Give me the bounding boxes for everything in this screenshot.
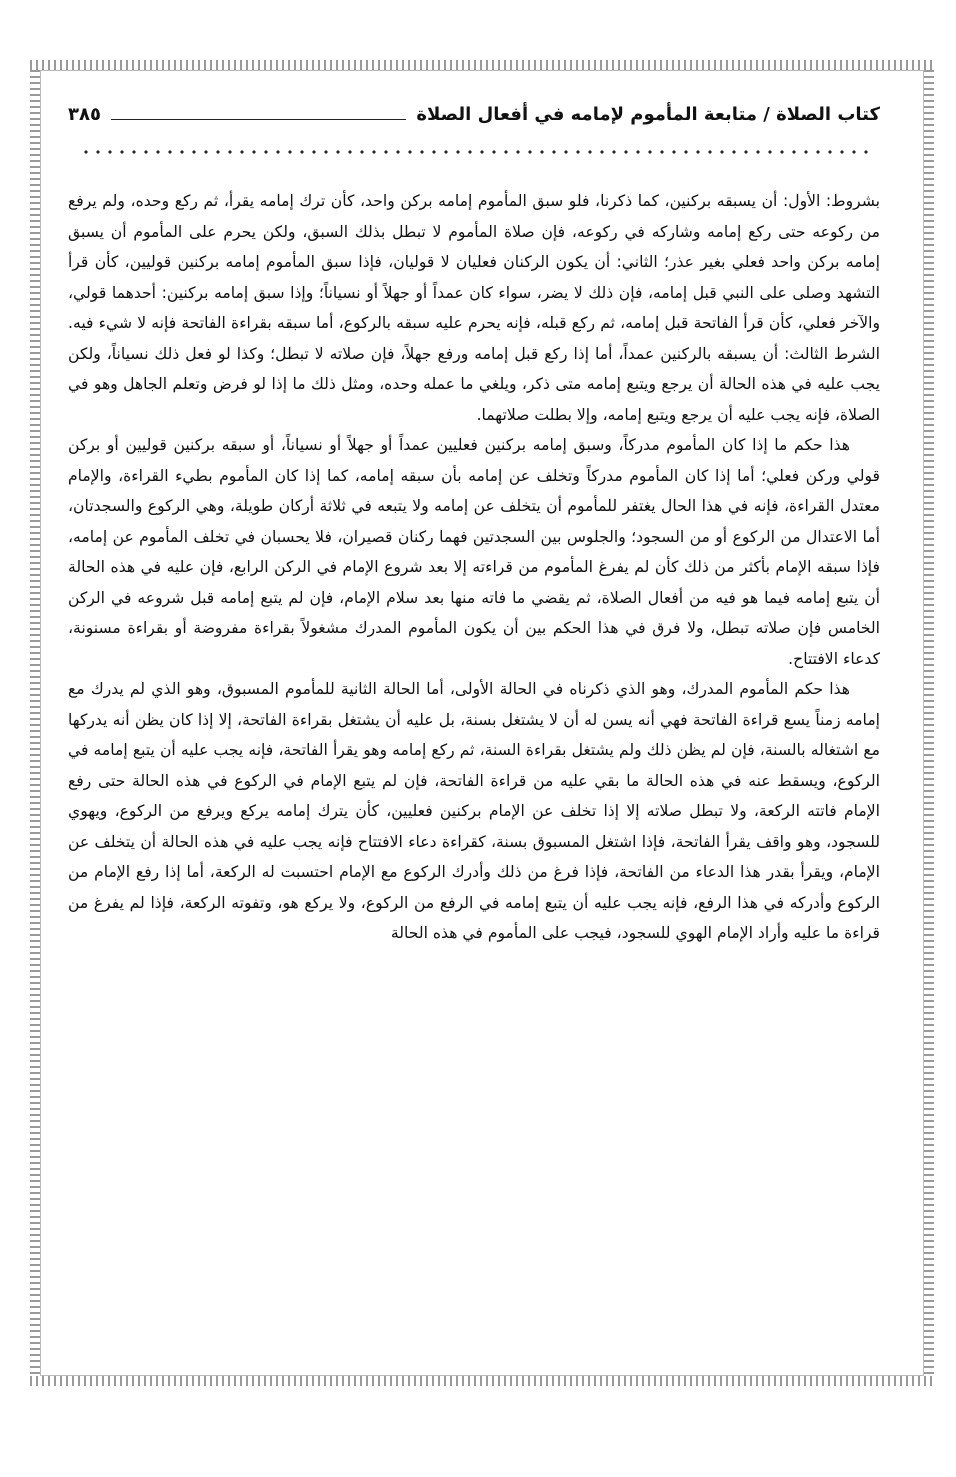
dotted-separator <box>80 148 870 156</box>
running-header <box>68 104 880 138</box>
paragraph: هذا حكم المأموم المدرك، وهو الذي ذكرناه في الحالة الأولى، أما الحالة الثانية للمأموم المسبوق، وهو الذي لم يدرك مع إمامه زمناً يسع قراءة الفاتحة فهي أنه يسن له أن لا يشتغل بسنة، بل عليه أن يشتغل بقراءة الفاتحة، إلا إذا كان يظن أنه يدركها مع اشتغاله بالسنة، فإن لم يظن ذلك ولم يشتغل بقراءة السنة، ثم ركع إمامه وهو يقرأ الفاتحة، فإنه يجب عليه أن يتبع إمامه في الركوع، ويسقط عنه في هذه الحالة ما بقي عليه من قراءة الفاتحة، فإن لم يتبع الإمام في الركوع في هذه الحالة حتى رفع الإمام فاتته الركعة، ولا تبطل صلاته إلا إذا تخلف عن الإمام بركنين فعليين، كأن يترك إمامه يركع ويرفع من الركوع، ويهوي للسجود، وهو واقف يقرأ الفاتحة، فإذا اشتغل المسبوق بسنة، كقراءة دعاء الافتتاح فإنه يجب عليه في هذه الحالة أن يتخلف عن الإمام، ويقرأ بقدر هذا الدعاء من الفاتحة، فإذا فرغ من ذلك وأدرك الركوع مع الإمام احتسبت له الركعة، أما إذا رفع الإمام من الركوع وأدركه في هذا الرفع، فإنه يجب عليه أن يتبع إمامه في الرفع من الركوع، ولا يركع هو، وتفوته الركعة، فإذا لم يفرغ من قراءة ما عليه وأراد الإمام الهوي للسجود، فيجب على المأموم في هذه الحالة <box>68 680 880 942</box>
paragraph: هذا حكم ما إذا كان المأموم مدركاً، وسبق إمامه بركنين فعليين عمداً أو جهلاً أو نسياناً، أو سبقه بركنين قوليين أو بركن قولي وركن فعلي؛ أما إذا كان المأموم مدركاً وتخلف عن إمامه بأن سبقه إمامه، كما إذا كان المأموم بطيء القراءة، والإمام معتدل القراءة، فإنه في هذا الحال يغتفر للمأموم أن يتخلف عن إمامه ولا يتبعه في ثلاثة أركان طويلة، وهي الركوع والسجدتان، أما الاعتدال من الركوع أو من السجود؛ والجلوس بين السجدتين فهما ركنان قصيران، فلا يحسبان في تخلف المأموم عن إمامه، فإذا سبقه الإمام بأكثر من ذلك كأن لم يفرغ المأموم من قراءته إلا بعد شروع الإمام في الركن الرابع، فإن عليه في هذه الحالة أن يتبع إمامه فيما هو فيه من أفعال الصلاة، ثم يقضي ما فاته منها بعد سلام الإمام، فإن لم يتبع إمامه قبل شروعه في الركن الخامس فإن صلاته تبطل، ولا فرق في هذا الحكم بين أن يكون المأموم المدرك مشغولاً بقراءة مفروضة أو بقراءة مسنونة، كدعاء الافتتاح. <box>68 436 880 668</box>
body-text <box>68 186 880 1358</box>
header-title: كتاب الصلاة / متابعة المأموم لإمامه في أفعال الصلاة <box>416 104 880 125</box>
paragraph: بشروط: الأول: أن يسبقه بركنين، كما ذكرنا، فلو سبق المأموم إمامه بركن واحد، كأن ترك إمامه يقرأ، ثم ركع وحده، ولم يرفع من ركوعه حتى ركع إمامه وشاركه في ركوعه، فإن صلاة المأموم لا تبطل بذلك السبق، ولكن يحرم على المأموم أن يسبق إمامه بركن واحد فعلي بغير عذر؛ الثاني: أن يكون الركنان فعليان لا قوليان، فإذا سبق المأموم إمامه بركنين قوليين، كأن قرأ التشهد وصلى على النبي قبل إمامه، فإن ذلك لا يضر، سواء كان عمداً أو جهلاً أو نسياناً؛ وإذا سبق إمامه بركنين: أحدهما قولي، والآخر فعلي، كأن قرأ الفاتحة قبل إمامه، ثم ركع قبله، فإنه يحرم عليه سبقه بالركوع، أما سبقه بقراءة الفاتحة فإنه لا شيء فيه. الشرط الثالث: أن يسبقه بالركنين عمداً، أما إذا ركع قبل إمامه ورفع جهلاً، فإن صلاته لا تبطل؛ وكذا لو فعل ذلك نسياناً، ولكن يجب عليه في هذه الحالة أن يرجع ويتبع إمامه متى ذكر، ويلغي ما عمله وحده، ومثل ذلك ما إذا لو فرض وتعلم الجاهل وهو في الصلاة، فإنه يجب عليه أن يرجع ويتبع إمامه، وإلا بطلت صلاتهما. <box>68 192 880 424</box>
page-number: ٣٨٥ <box>68 104 101 125</box>
header-rule <box>111 105 406 120</box>
